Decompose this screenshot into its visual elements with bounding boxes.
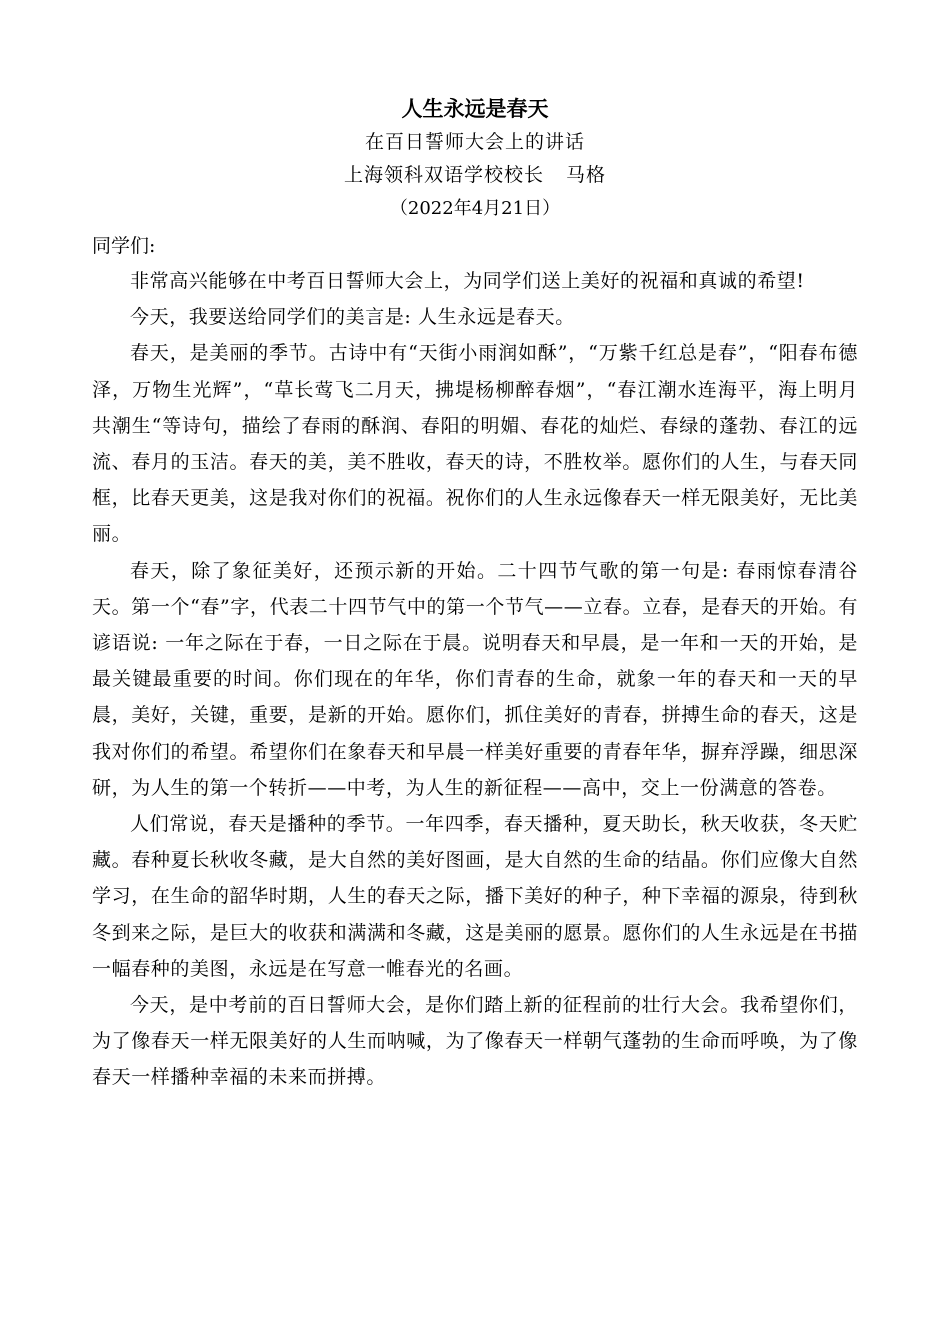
salutation: 同学们:	[92, 235, 156, 257]
paragraph-3: 春天，是美丽的季节。古诗中有“天街小雨润如酥”，“万紫千红总是春”，“阳春布德泽，万物生光辉”，“草长莺飞二月天，拂堤杨柳醉春烟”，“春江潮水连海平，海上明月共潮生“等诗句，描绘了春雨的酥润、春阳的明媚、春花的灿烂、春绿的蓬勃、春江的远流、春月的玉洁。春天的美，美不胜收，春天的诗，不胜枚举。愿你们的人生，与春天同框，比春天更美，这是我对你们的祝福。祝你们的人生永远像春天一样无限美好，无比美丽。	[92, 342, 858, 546]
document-page	[92, 92, 858, 1096]
author-role: 上海领科双语学校校长	[343, 164, 544, 186]
document-title: 人生永远是春天	[401, 96, 549, 121]
document-subtitle: 在百日誓师大会上的讲话	[364, 131, 585, 153]
paragraph-4: 春天，除了象征美好，还预示新的开始。二十四节气歌的第一句是: 春雨惊春清谷天。第一个“春”字，代表二十四节气中的第一个节气——立春。立春，是春天的开始。有谚语说: 一年之际在于春，一日之际在于晨。说明春天和早晨，是一年和一天的开始，是最关键最重要的时间。你们现在的年华，你们青春的生命，就象一年的春天和一天的早晨，美好，关键，重要，是新的开始。愿你们，抓住美好的青春，拼搏生命的春天，这是我对你们的希望。希望你们在象春天和早晨一样美好重要的青春年华，摒弃浮躁，细思深研，为人生的第一个转折——中考，为人生的新征程——高中，交上一份满意的答卷。	[92, 559, 858, 799]
author-name: 马格	[566, 164, 607, 186]
paragraph-1: 非常高兴能够在中考百日誓师大会上，为同学们送上美好的祝福和真诚的希望!	[130, 270, 805, 292]
paragraph-6: 今天，是中考前的百日誓师大会，是你们踏上新的征程前的壮行大会。我希望你们，为了像春天一样无限美好的人生而呐喊，为了像春天一样朝气蓬勃的生命而呼唤，为了像春天一样播种幸福的未来而拼搏。	[92, 994, 858, 1089]
paragraph-5: 人们常说，春天是播种的季节。一年四季，春天播种，夏天助长，秋天收获，冬天贮藏。春种夏长秋收冬藏，是大自然的美好图画，是大自然的生命的结晶。你们应像大自然学习，在生命的韶华时期，人生的春天之际，播下美好的种子，种下幸福的源泉，待到秋冬到来之际，是巨大的收获和满满和冬藏，这是美丽的愿景。愿你们的人生永远是在书描一幅春种的美图，永远是在写意一帷春光的名画。	[92, 813, 858, 980]
author-line	[92, 159, 858, 192]
speech-date: （2022年4月21日）	[389, 198, 561, 219]
paragraph-2: 今天，我要送给同学们的美言是: 人生永远是春天。	[130, 306, 575, 329]
